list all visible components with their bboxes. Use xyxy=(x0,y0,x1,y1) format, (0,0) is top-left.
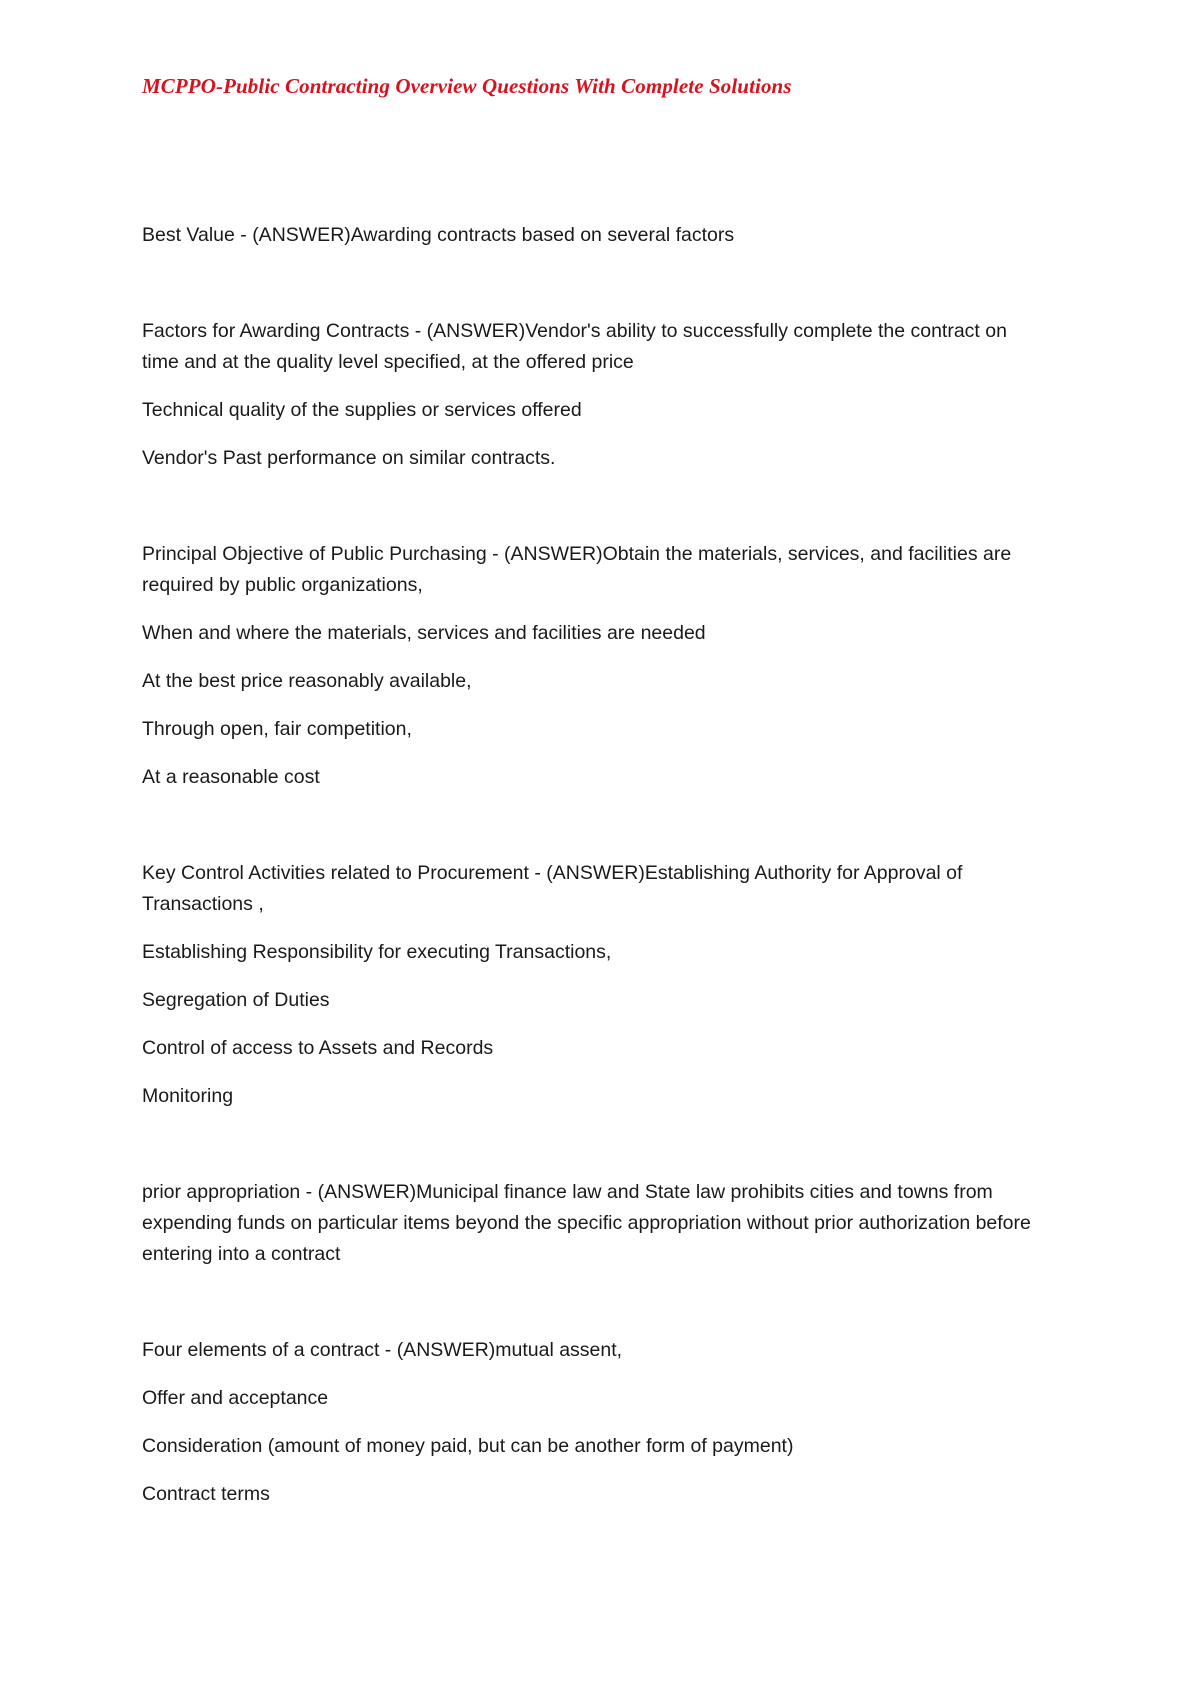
entry-line: Factors for Awarding Contracts - (ANSWER)Vendor's ability to successfully complete the contract on time and at the quality level specified, at the offered price xyxy=(142,320,1007,373)
entry-line: Establishing Responsibility for executing Transactions, xyxy=(142,941,612,963)
entry-line: Four elements of a contract - (ANSWER)mutual assent, xyxy=(142,1339,623,1361)
entry-line: Segregation of Duties xyxy=(142,989,330,1011)
entry-line: At the best price reasonably available, xyxy=(142,670,472,692)
entry-line: prior appropriation - (ANSWER)Municipal finance law and State law prohibits cities and towns from expending funds on particular items beyond the specific appropriation without prior authorization before entering into a contract xyxy=(142,1181,1031,1265)
entry-line: Principal Objective of Public Purchasing - (ANSWER)Obtain the materials, services, and facilities are required by public organizations, xyxy=(142,543,1012,596)
entry-line: Control of access to Assets and Records xyxy=(142,1037,494,1059)
entry-best-value xyxy=(142,220,1042,251)
entry-prior-appropriation xyxy=(142,1177,1042,1270)
entry-line: At a reasonable cost xyxy=(142,766,320,788)
entry-line: Vendor's Past performance on similar contracts. xyxy=(142,447,556,469)
entry-line: When and where the materials, services and facilities are needed xyxy=(142,622,706,644)
entry-line: Monitoring xyxy=(142,1085,234,1107)
entry-four-elements-of-a-contract xyxy=(142,1335,1042,1510)
entry-line: Offer and acceptance xyxy=(142,1387,329,1409)
entry-line: Technical quality of the supplies or services offered xyxy=(142,399,582,421)
entry-line: Through open, fair competition, xyxy=(142,718,412,740)
document-title: MCPPO-Public Contracting Overview Questions With Complete Solutions xyxy=(142,74,792,98)
entry-line: Consideration (amount of money paid, but can be another form of payment) xyxy=(142,1435,794,1457)
entry-line: Contract terms xyxy=(142,1483,270,1505)
entry-factors-for-awarding-contracts xyxy=(142,316,1042,474)
document-body xyxy=(142,220,1042,1510)
entry-key-control-activities xyxy=(142,858,1042,1112)
entry-line: Best Value - (ANSWER)Awarding contracts based on several factors xyxy=(142,224,735,246)
entry-line: Key Control Activities related to Procurement - (ANSWER)Establishing Authority for Approval of Transactions , xyxy=(142,862,963,915)
entry-principal-objective xyxy=(142,539,1042,793)
